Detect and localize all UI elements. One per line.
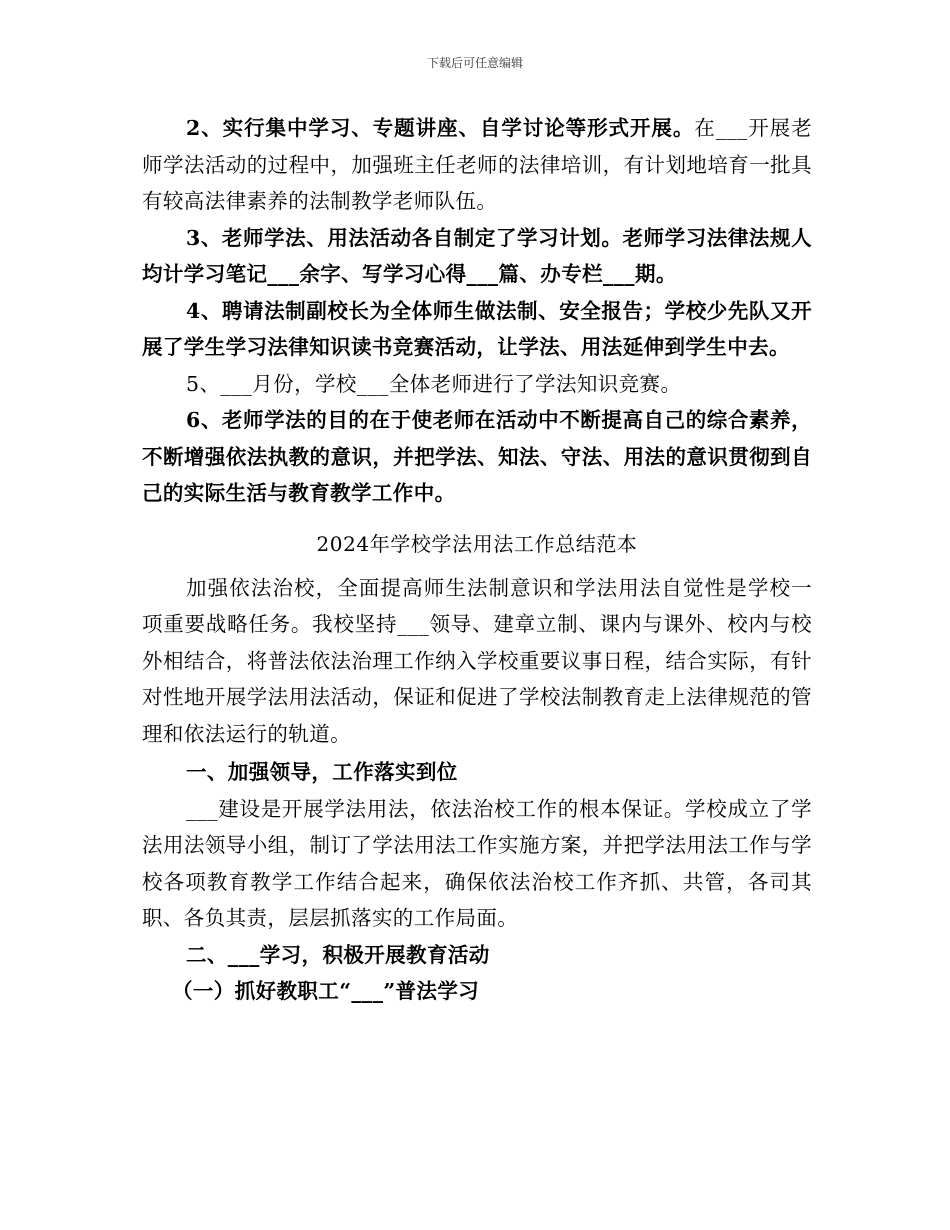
item-5-paragraph: 5、___月份，学校___全体老师进行了学法知识竞赛。 <box>186 371 682 396</box>
article-title: 2024年学校学法用法工作总结范本 <box>316 531 638 556</box>
section-2-heading: 二、___学习，积极开展教育活动 <box>186 942 490 967</box>
section-1-heading: 一、加强领导，工作落实到位 <box>186 760 458 784</box>
page-header-note: 下载后可任意编辑 <box>426 56 523 70</box>
intro-paragraph: 加强依法治校，全面提高师生法制意识和学法用法自觉性是学校一项重要战略任务。我校坚持___领导、建章立制、课内与课外、校内与校外相结合，将普法依法治理工作纳入学校重要议事日程，结合实际，有针对性地开展学法用法活动，保证和促进了学校法制教育走上法律规范的管理和依法运行的轨道。 <box>142 575 812 746</box>
item-2-bold-text: 2、实行集中学习、专题讲座、自学讨论等形式开展。 <box>186 116 695 140</box>
item-4-paragraph: 4、聘请法制副校长为全体师生做法制、安全报告；学校少先队又开展了学生学习法律知识读书竞赛活动，让学法、用法延伸到学生中去。 <box>142 298 812 359</box>
section-1-paragraph: ___建设是开展学法用法，依法治校工作的根本保证。学校成立了学法用法领导小组，制订了学法用法工作实施方案，并把学法用法工作与学校各项教育教学工作结合起来，确保依法治校工作齐抓、共管，各司其职、各负其责，层层抓落实的工作局面。 <box>142 796 812 930</box>
item-3-paragraph: 3、老师学法、用法活动各自制定了学习计划。老师学习法律法规人均计学习笔记___余字、写学习心得___篇、办专栏___期。 <box>142 225 812 286</box>
item-6-paragraph: 6、老师学法的目的在于使老师在活动中不断提高自己的综合素养，不断增强依法执教的意识，并把学法、知法、守法、用法的意识贯彻到自己的实际生活与教育教学工作中。 <box>142 408 812 505</box>
item-2-text: 在___开展老师学法活动的过程中，加强班主任老师的法律培训，有计划地培育一批具有较高法律素养的法制教学老师队伍。 <box>142 116 812 213</box>
document-body <box>142 110 812 1010</box>
subsection-1-heading: （一）抓好教职工“___”普法学习 <box>172 979 480 1003</box>
item-2-paragraph <box>142 110 812 220</box>
